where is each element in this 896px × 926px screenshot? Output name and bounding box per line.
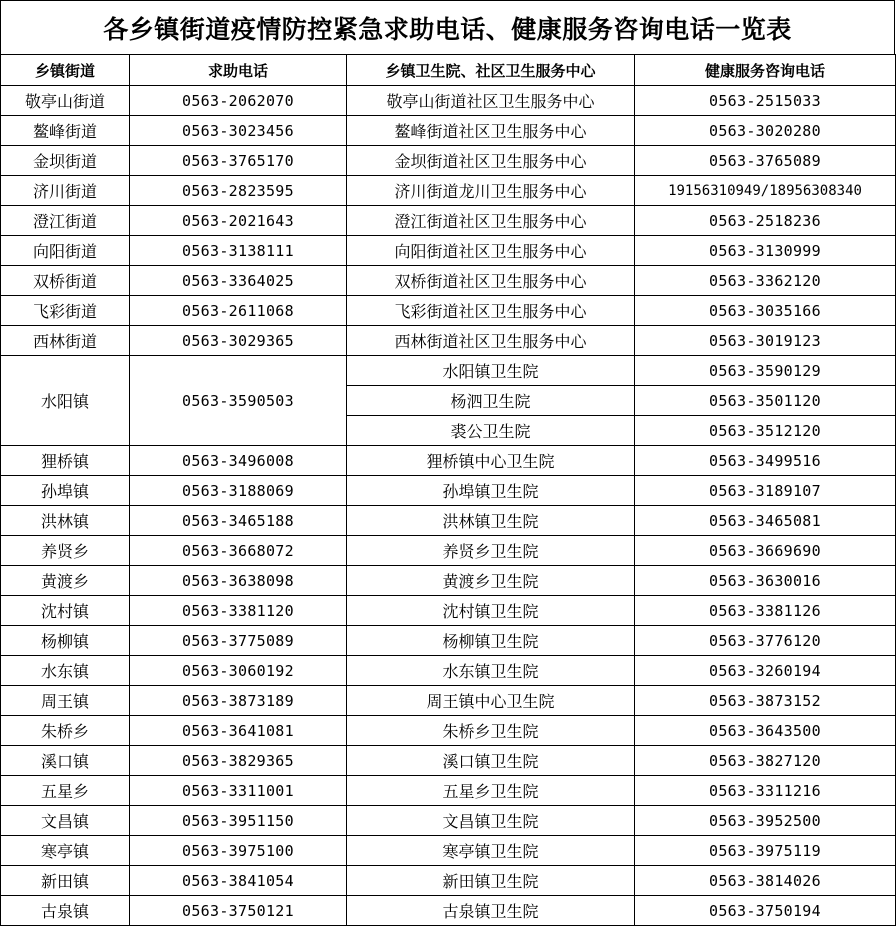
table-row xyxy=(1,716,896,746)
table-row xyxy=(1,866,896,896)
health-center-cell: 五星乡卫生院 xyxy=(347,776,635,806)
help-phone-cell: 0563-2062070 xyxy=(130,86,347,116)
help-phone-cell: 0563-3638098 xyxy=(130,566,347,596)
health-center-cell: 济川街道龙川卫生服务中心 xyxy=(347,176,635,206)
help-phone-cell: 0563-3364025 xyxy=(130,266,347,296)
consult-phone-cell: 0563-3750194 xyxy=(635,896,896,926)
table-row xyxy=(1,206,896,236)
town-cell: 朱桥乡 xyxy=(1,716,130,746)
town-cell: 孙埠镇 xyxy=(1,476,130,506)
town-cell: 双桥街道 xyxy=(1,266,130,296)
help-phone-cell: 0563-3873189 xyxy=(130,686,347,716)
consult-phone-cell: 0563-3630016 xyxy=(635,566,896,596)
consult-phone-cell: 0563-3189107 xyxy=(635,476,896,506)
table-row xyxy=(1,266,896,296)
town-cell: 寒亭镇 xyxy=(1,836,130,866)
town-cell: 养贤乡 xyxy=(1,536,130,566)
help-phone-cell: 0563-2823595 xyxy=(130,176,347,206)
help-phone-cell: 0563-3496008 xyxy=(130,446,347,476)
help-phone-cell: 0563-3975100 xyxy=(130,836,347,866)
consult-phone-cell: 0563-3381126 xyxy=(635,596,896,626)
health-center-cell: 文昌镇卫生院 xyxy=(347,806,635,836)
health-center-cell: 孙埠镇卫生院 xyxy=(347,476,635,506)
consult-phone-cell: 0563-3019123 xyxy=(635,326,896,356)
health-center-cell: 狸桥镇中心卫生院 xyxy=(347,446,635,476)
health-center-cell: 寒亭镇卫生院 xyxy=(347,836,635,866)
consult-phone-cell: 0563-3501120 xyxy=(635,386,896,416)
table-row xyxy=(1,776,896,806)
table-row xyxy=(1,656,896,686)
town-cell: 黄渡乡 xyxy=(1,566,130,596)
help-phone-cell: 0563-2611068 xyxy=(130,296,347,326)
help-phone-cell: 0563-3311001 xyxy=(130,776,347,806)
health-center-cell: 洪林镇卫生院 xyxy=(347,506,635,536)
health-center-cell: 养贤乡卫生院 xyxy=(347,536,635,566)
help-phone-cell: 0563-3750121 xyxy=(130,896,347,926)
table-row xyxy=(1,296,896,326)
consult-phone-cell: 0563-3669690 xyxy=(635,536,896,566)
health-center-cell: 敬亭山街道社区卫生服务中心 xyxy=(347,86,635,116)
town-cell: 狸桥镇 xyxy=(1,446,130,476)
health-center-cell: 水东镇卫生院 xyxy=(347,656,635,686)
table-row xyxy=(1,746,896,776)
header-health-center: 乡镇卫生院、社区卫生服务中心 xyxy=(347,55,635,86)
consult-phone-cell: 0563-3814026 xyxy=(635,866,896,896)
health-center-cell: 双桥街道社区卫生服务中心 xyxy=(347,266,635,296)
table-row xyxy=(1,446,896,476)
town-cell: 周王镇 xyxy=(1,686,130,716)
health-center-cell: 新田镇卫生院 xyxy=(347,866,635,896)
consult-phone-cell: 0563-3130999 xyxy=(635,236,896,266)
help-phone-cell: 0563-3841054 xyxy=(130,866,347,896)
consult-phone-cell: 0563-3020280 xyxy=(635,116,896,146)
health-center-cell: 裘公卫生院 xyxy=(347,416,635,446)
help-phone-cell: 0563-3029365 xyxy=(130,326,347,356)
consult-phone-cell: 0563-3260194 xyxy=(635,656,896,686)
town-cell: 济川街道 xyxy=(1,176,130,206)
town-cell: 溪口镇 xyxy=(1,746,130,776)
help-phone-cell: 0563-3060192 xyxy=(130,656,347,686)
table-row xyxy=(1,896,896,926)
table-row xyxy=(1,176,896,206)
health-center-cell: 金坝街道社区卫生服务中心 xyxy=(347,146,635,176)
health-center-cell: 向阳街道社区卫生服务中心 xyxy=(347,236,635,266)
help-phone-cell: 0563-2021643 xyxy=(130,206,347,236)
town-cell: 古泉镇 xyxy=(1,896,130,926)
health-center-cell: 鳌峰街道社区卫生服务中心 xyxy=(347,116,635,146)
consult-phone-cell: 0563-3827120 xyxy=(635,746,896,776)
town-cell: 鳌峰街道 xyxy=(1,116,130,146)
consult-phone-cell: 0563-3975119 xyxy=(635,836,896,866)
consult-phone-cell: 0563-3311216 xyxy=(635,776,896,806)
help-phone-cell: 0563-3590503 xyxy=(130,356,347,446)
town-cell: 敬亭山街道 xyxy=(1,86,130,116)
town-cell: 水阳镇 xyxy=(1,356,130,446)
help-phone-cell: 0563-3765170 xyxy=(130,146,347,176)
town-cell: 澄江街道 xyxy=(1,206,130,236)
table-row xyxy=(1,536,896,566)
table-row xyxy=(1,626,896,656)
table-row xyxy=(1,116,896,146)
help-phone-cell: 0563-3188069 xyxy=(130,476,347,506)
town-cell: 洪林镇 xyxy=(1,506,130,536)
table-row xyxy=(1,596,896,626)
contact-table xyxy=(0,54,896,926)
table-row xyxy=(1,146,896,176)
table-row xyxy=(1,86,896,116)
consult-phone-cell: 19156310949/18956308340 xyxy=(635,176,896,206)
help-phone-cell: 0563-3668072 xyxy=(130,536,347,566)
town-cell: 杨柳镇 xyxy=(1,626,130,656)
consult-phone-cell: 0563-3776120 xyxy=(635,626,896,656)
town-cell: 水东镇 xyxy=(1,656,130,686)
consult-phone-cell: 0563-3362120 xyxy=(635,266,896,296)
health-center-cell: 古泉镇卫生院 xyxy=(347,896,635,926)
table-row xyxy=(1,356,896,386)
table-row xyxy=(1,236,896,266)
header-consult-phone: 健康服务咨询电话 xyxy=(635,55,896,86)
consult-phone-cell: 0563-3465081 xyxy=(635,506,896,536)
health-center-cell: 水阳镇卫生院 xyxy=(347,356,635,386)
health-center-cell: 黄渡乡卫生院 xyxy=(347,566,635,596)
consult-phone-cell: 0563-3512120 xyxy=(635,416,896,446)
health-center-cell: 杨泗卫生院 xyxy=(347,386,635,416)
consult-phone-cell: 0563-3952500 xyxy=(635,806,896,836)
consult-phone-cell: 0563-3643500 xyxy=(635,716,896,746)
consult-phone-cell: 0563-3765089 xyxy=(635,146,896,176)
header-help-phone: 求助电话 xyxy=(130,55,347,86)
table-row xyxy=(1,566,896,596)
help-phone-cell: 0563-3138111 xyxy=(130,236,347,266)
help-phone-cell: 0563-3023456 xyxy=(130,116,347,146)
town-cell: 沈村镇 xyxy=(1,596,130,626)
help-phone-cell: 0563-3829365 xyxy=(130,746,347,776)
table-body xyxy=(1,86,896,926)
health-center-cell: 澄江街道社区卫生服务中心 xyxy=(347,206,635,236)
page-title: 各乡镇街道疫情防控紧急求助电话、健康服务咨询电话一览表 xyxy=(0,0,895,54)
table-row xyxy=(1,686,896,716)
table-row xyxy=(1,506,896,536)
help-phone-cell: 0563-3465188 xyxy=(130,506,347,536)
health-center-cell: 杨柳镇卫生院 xyxy=(347,626,635,656)
table-header-row xyxy=(1,55,896,86)
town-cell: 五星乡 xyxy=(1,776,130,806)
town-cell: 新田镇 xyxy=(1,866,130,896)
consult-phone-cell: 0563-3590129 xyxy=(635,356,896,386)
help-phone-cell: 0563-3381120 xyxy=(130,596,347,626)
consult-phone-cell: 0563-3873152 xyxy=(635,686,896,716)
help-phone-cell: 0563-3951150 xyxy=(130,806,347,836)
town-cell: 向阳街道 xyxy=(1,236,130,266)
table-row xyxy=(1,476,896,506)
town-cell: 飞彩街道 xyxy=(1,296,130,326)
consult-phone-cell: 0563-3035166 xyxy=(635,296,896,326)
help-phone-cell: 0563-3641081 xyxy=(130,716,347,746)
town-cell: 文昌镇 xyxy=(1,806,130,836)
health-center-cell: 飞彩街道社区卫生服务中心 xyxy=(347,296,635,326)
health-center-cell: 朱桥乡卫生院 xyxy=(347,716,635,746)
help-phone-cell: 0563-3775089 xyxy=(130,626,347,656)
town-cell: 金坝街道 xyxy=(1,146,130,176)
health-center-cell: 沈村镇卫生院 xyxy=(347,596,635,626)
health-center-cell: 西林街道社区卫生服务中心 xyxy=(347,326,635,356)
town-cell: 西林街道 xyxy=(1,326,130,356)
table-row xyxy=(1,836,896,866)
header-town: 乡镇街道 xyxy=(1,55,130,86)
consult-phone-cell: 0563-2518236 xyxy=(635,206,896,236)
health-center-cell: 周王镇中心卫生院 xyxy=(347,686,635,716)
consult-phone-cell: 0563-3499516 xyxy=(635,446,896,476)
table-row xyxy=(1,806,896,836)
consult-phone-cell: 0563-2515033 xyxy=(635,86,896,116)
table-row xyxy=(1,326,896,356)
health-center-cell: 溪口镇卫生院 xyxy=(347,746,635,776)
